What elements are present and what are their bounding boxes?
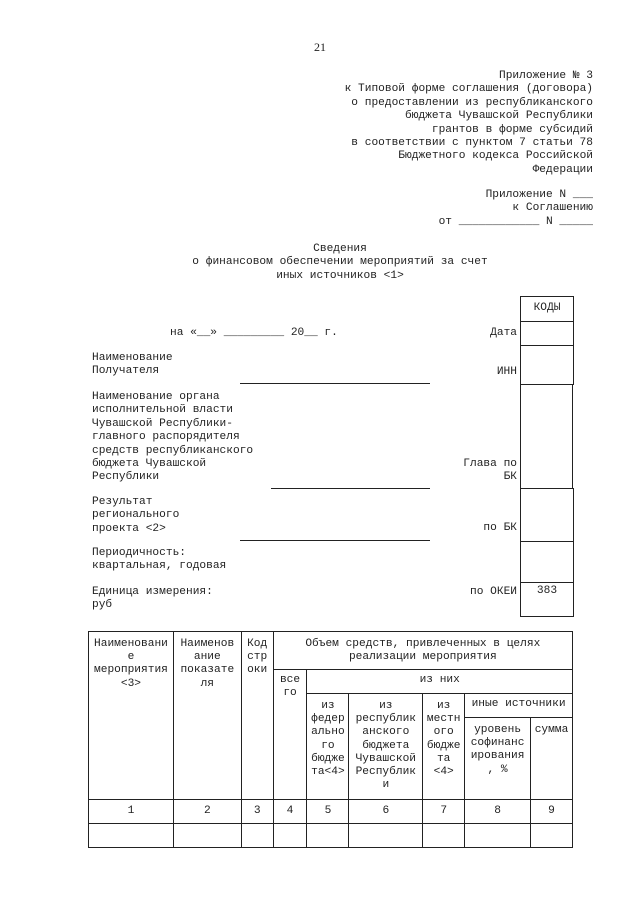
code-cell-okei [520,582,574,617]
org-underline [271,488,430,489]
agreement-appendix-block [380,189,593,229]
appendix-line: Федерации [532,163,593,176]
code-label-bk: по БК [483,522,517,534]
code-label-inn: ИНН [496,366,517,378]
header-sum: сумма [531,718,573,800]
recipient-label: Наименование Получателя [92,352,173,378]
result-label: Результат регионального проекта <2> [92,496,180,535]
col-number: 4 [273,800,307,824]
unit-label: Единица измерения: руб [92,586,213,612]
data-cell [173,824,241,848]
appendix-line: в соответствии с пунктом 7 статьи 78 [351,137,593,150]
data-cell [89,824,174,848]
appendix-line: к Типовой форме соглашения (договора) [344,83,593,96]
code-cell-head-bk-right [572,384,573,489]
col-number: 8 [465,800,531,824]
code-label-okei: по ОКЕИ [470,586,517,598]
data-cell [531,824,573,848]
data-cell [423,824,465,848]
col-number: 3 [241,800,273,824]
title-line: иных источников <1> [276,269,404,282]
codes-header-cell [520,296,574,322]
agreement-appendix-number: Приложение N ___ [485,189,593,201]
appendix-line: о предоставлении из республиканского [351,96,593,109]
appendix-line: Приложение № 3 [499,70,593,82]
title-line: Сведения [313,243,367,255]
page-number: 21 [314,40,326,54]
header-cofinancing: уровень софинанс ирования , % [465,718,531,800]
header-local: из местн ого бюдже та <4> [423,694,465,800]
okei-code-value: 383 [536,585,558,597]
org-label: Наименование органа исполнительной власти Чувашской Республики- главного распорядителя средств республиканского бюджета Чувашской Республики [92,391,254,484]
col-number: 2 [173,800,241,824]
data-cell [349,824,423,848]
agreement-appendix-date: от ____________ N _____ [438,215,593,228]
col-number: 9 [531,800,573,824]
data-cell [273,824,307,848]
title-line: о финансовом обеспечении мероприятий за счет [192,256,488,269]
appendix-block [280,70,593,177]
recipient-underline [240,383,430,384]
appendix-line: грантов в форме субсидий [431,123,593,136]
col-number: 6 [349,800,423,824]
data-cell [241,824,273,848]
code-cell-date [520,320,574,346]
appendix-line: Бюджетного кодекса Российской [398,150,593,163]
header-indicator-name: Наименов ание показате ля [173,632,241,800]
document-title [140,243,540,283]
header-federal: из федер ально го бюдже та<4> [307,694,349,800]
col-number: 5 [307,800,349,824]
code-cell-inn [520,345,574,385]
header-of-which: из них [307,670,573,694]
header-volume: Объем средств, привлеченных в целях реализации мероприятия [273,632,572,670]
code-cell-bk [520,488,574,542]
agreement-appendix-ref: к Соглашению [512,202,593,215]
data-cell [307,824,349,848]
period-label: Периодичность: квартальная, годовая [92,547,227,573]
appendix-line: бюджета Чувашской Республики [405,110,593,123]
result-underline [240,540,430,541]
codes-header: КОДЫ [533,302,561,314]
col-number: 7 [423,800,465,824]
code-label-date: Дата [490,327,517,339]
header-line-code: Код стр оки [241,632,273,800]
header-activity-name: Наименовани е мероприятия <3> [89,632,174,800]
code-cell-head-bk-left [520,384,521,489]
header-other-sources: иные источники [465,694,573,718]
code-cell-period [520,540,574,583]
header-total: все го [273,670,307,800]
report-date-line: на «__» _________ 20__ г. [170,327,338,339]
data-cell [465,824,531,848]
financing-table [88,631,573,848]
header-republic: из республик анского бюджета Чувашской Республик и [349,694,423,800]
code-label-head-bk: Глава по БК [463,458,517,484]
col-number: 1 [89,800,174,824]
